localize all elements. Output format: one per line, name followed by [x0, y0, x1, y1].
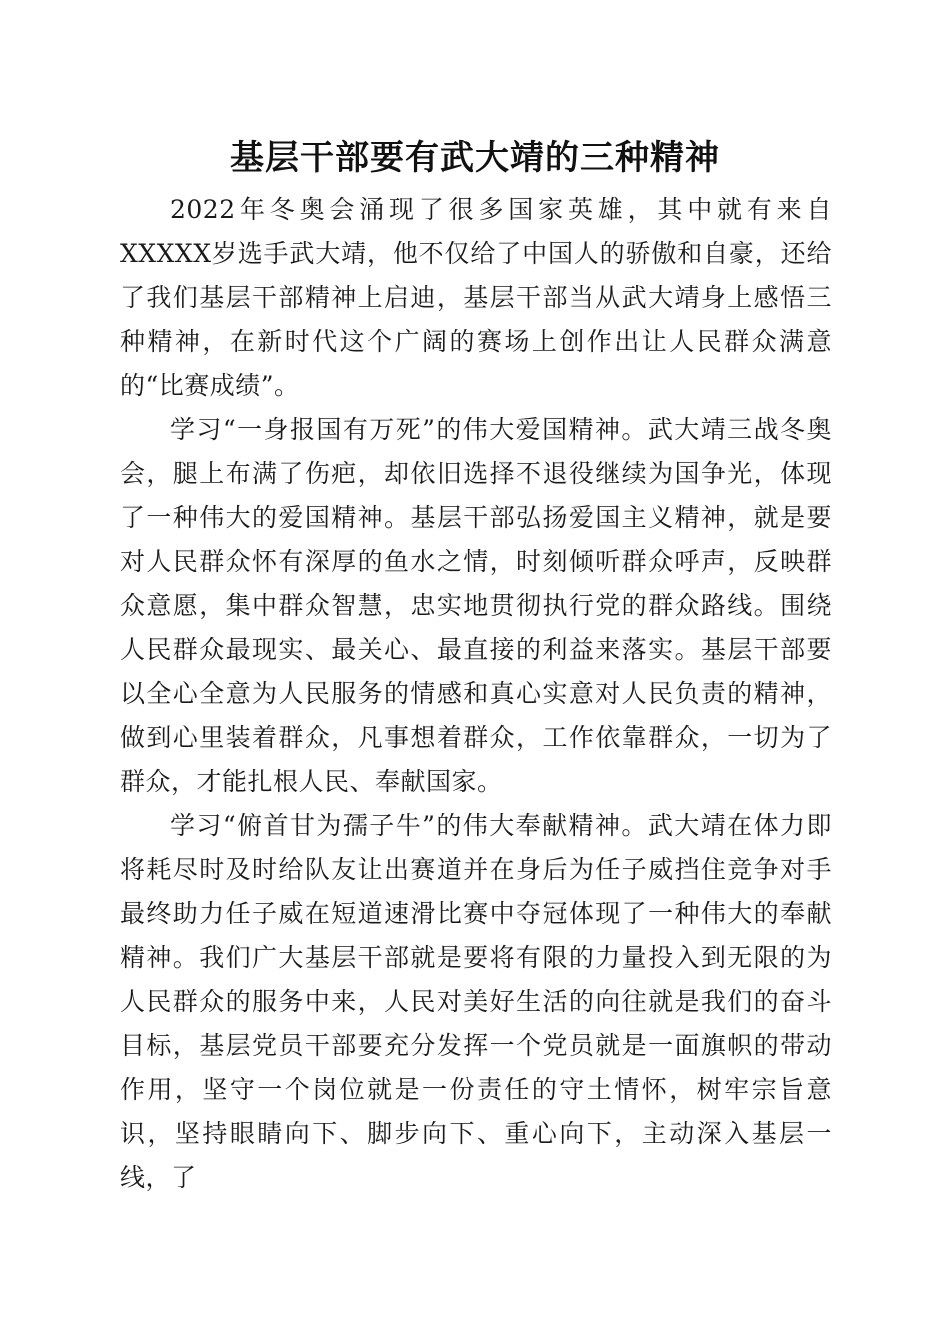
paragraph-dedication: 学习“俯首甘为孺子牛”的伟大奉献精神。武大靖在体力即将耗尽时及时给队友让出赛道并在身后为任子威挡住竞争对手最终助力任子威在短道速滑比赛中夺冠体现了一种伟大的奉献精神。我们广大基层干部就是要将有限的力量投入到无限的为人民群众的服务中来，人民对美好生活的向往就是我们的奋斗目标，基层党员干部要充分发挥一个党员就是一面旗帜的带动作用，坚守一个岗位就是一份责任的守土情怀，树牢宗旨意识，坚持眼睛向下、脚步向下、重心向下，主动深入基层一线，了 — [120, 811, 832, 1192]
paragraph-patriotism: 学习“一身报国有万死”的伟大爱国精神。武大靖三战冬奥会，腿上布满了伤疤，却依旧选择不退役继续为国争光，体现了一种伟大的爱国精神。基层干部弘扬爱国主义精神，就是要对人民群众怀有深厚的鱼水之情，时刻倾听群众呼声，反映群众意愿，集中群众智慧，忠实地贯彻执行党的群众路线。围绕人民群众最现实、最关心、最直接的利益来落实。基层干部要以全心全意为人民服务的情感和真心实意对人民负责的精神，做到心里装着群众，凡事想着群众，工作依靠群众，一切为了群众，才能扎根人民、奉献国家。 — [120, 415, 832, 796]
paragraph-intro: 2022年冬奥会涌现了很多国家英雄，其中就有来自XXXXX岁选手武大靖，他不仅给了中国人的骄傲和自豪，还给了我们基层干部精神上启迪，基层干部当从武大靖身上感悟三种精神，在新时代这个广阔的赛场上创作出让人民群众满意的“比赛成绩”。 — [120, 195, 832, 400]
document-title: 基层干部要有武大靖的三种精神 — [230, 138, 720, 178]
document-body — [120, 188, 832, 1200]
